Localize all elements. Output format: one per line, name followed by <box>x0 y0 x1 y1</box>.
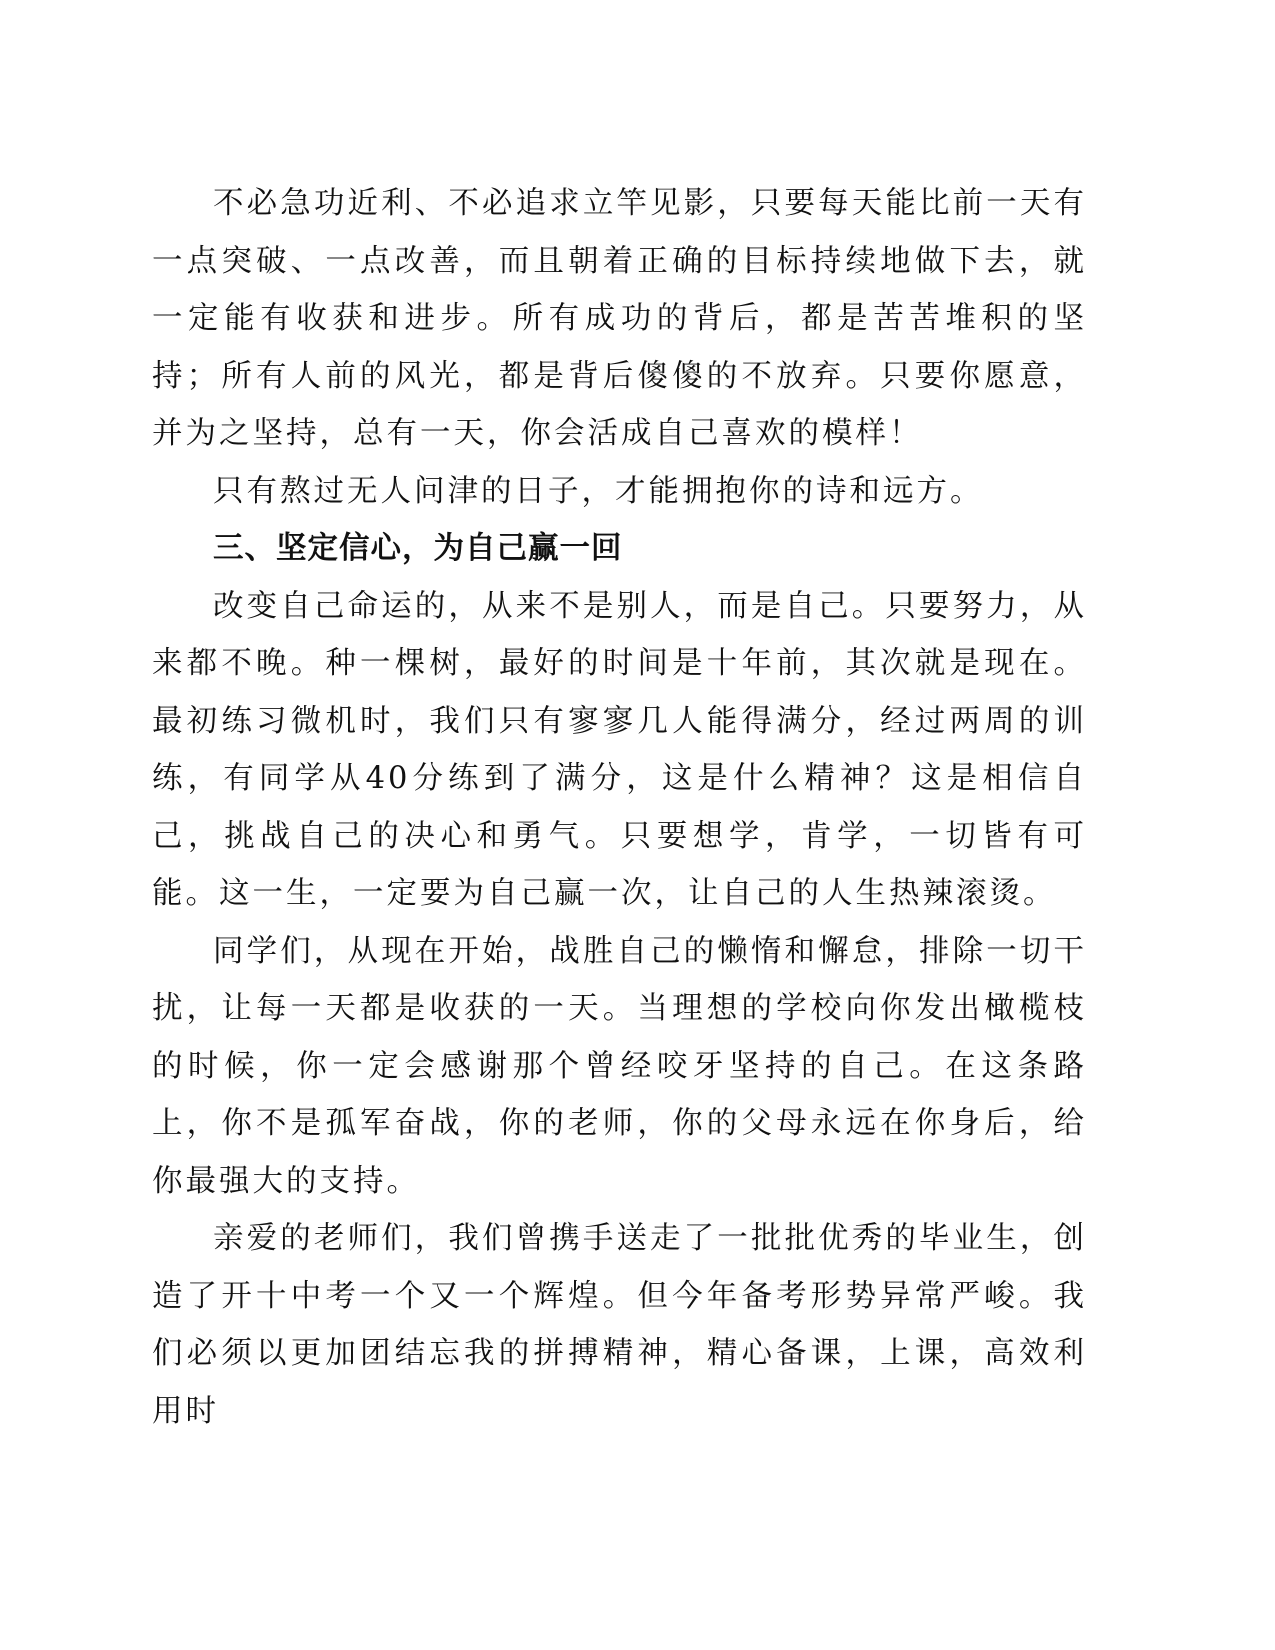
section-heading: 三、坚定信心，为自己赢一回 <box>213 531 623 566</box>
document-body <box>152 175 1087 1440</box>
paragraph-persistence: 不必急功近利、不必追求立竿见影，只要每天能比前一天有一点突破、一点改善，而且朝着正确的目标持续地做下去，就一定能有收获和进步。所有成功的背后，都是苦苦堆积的坚持；所有人前的风光，都是背后傻傻的不放弃。只要你愿意，并为之坚持，总有一天，你会活成自己喜欢的模样！ <box>152 186 1087 451</box>
paragraph-teachers-address: 亲爱的老师们，我们曾携手送走了一批批优秀的毕业生，创造了开十中考一个又一个辉煌。但今年备考形势异常严峻。我们必须以更加团结忘我的拼搏精神，精心备课，上课，高效利用时 <box>152 1221 1087 1429</box>
paragraph-change-destiny: 改变自己命运的，从来不是别人，而是自己。只要努力，从来都不晚。种一棵树，最好的时间是十年前，其次就是现在。最初练习微机时，我们只有寥寥几人能得满分，经过两周的训练，有同学从40分练到了满分，这是什么精神？这是相信自己，挑战自己的决心和勇气。只要想学，肯学，一切皆有可能。这一生，一定要为自己赢一次，让自己的人生热辣滚烫。 <box>152 588 1087 911</box>
paragraph-poetry-and-distance: 只有熬过无人问津的日子，才能拥抱你的诗和远方。 <box>213 473 984 509</box>
paragraph-students-address: 同学们，从现在开始，战胜自己的懒惰和懈怠，排除一切干扰，让每一天都是收获的一天。当理想的学校向你发出橄榄枝的时候，你一定会感谢那个曾经咬牙坚持的自己。在这条路上，你不是孤军奋战，你的老师，你的父母永远在你身后，给你最强大的支持。 <box>152 933 1087 1199</box>
